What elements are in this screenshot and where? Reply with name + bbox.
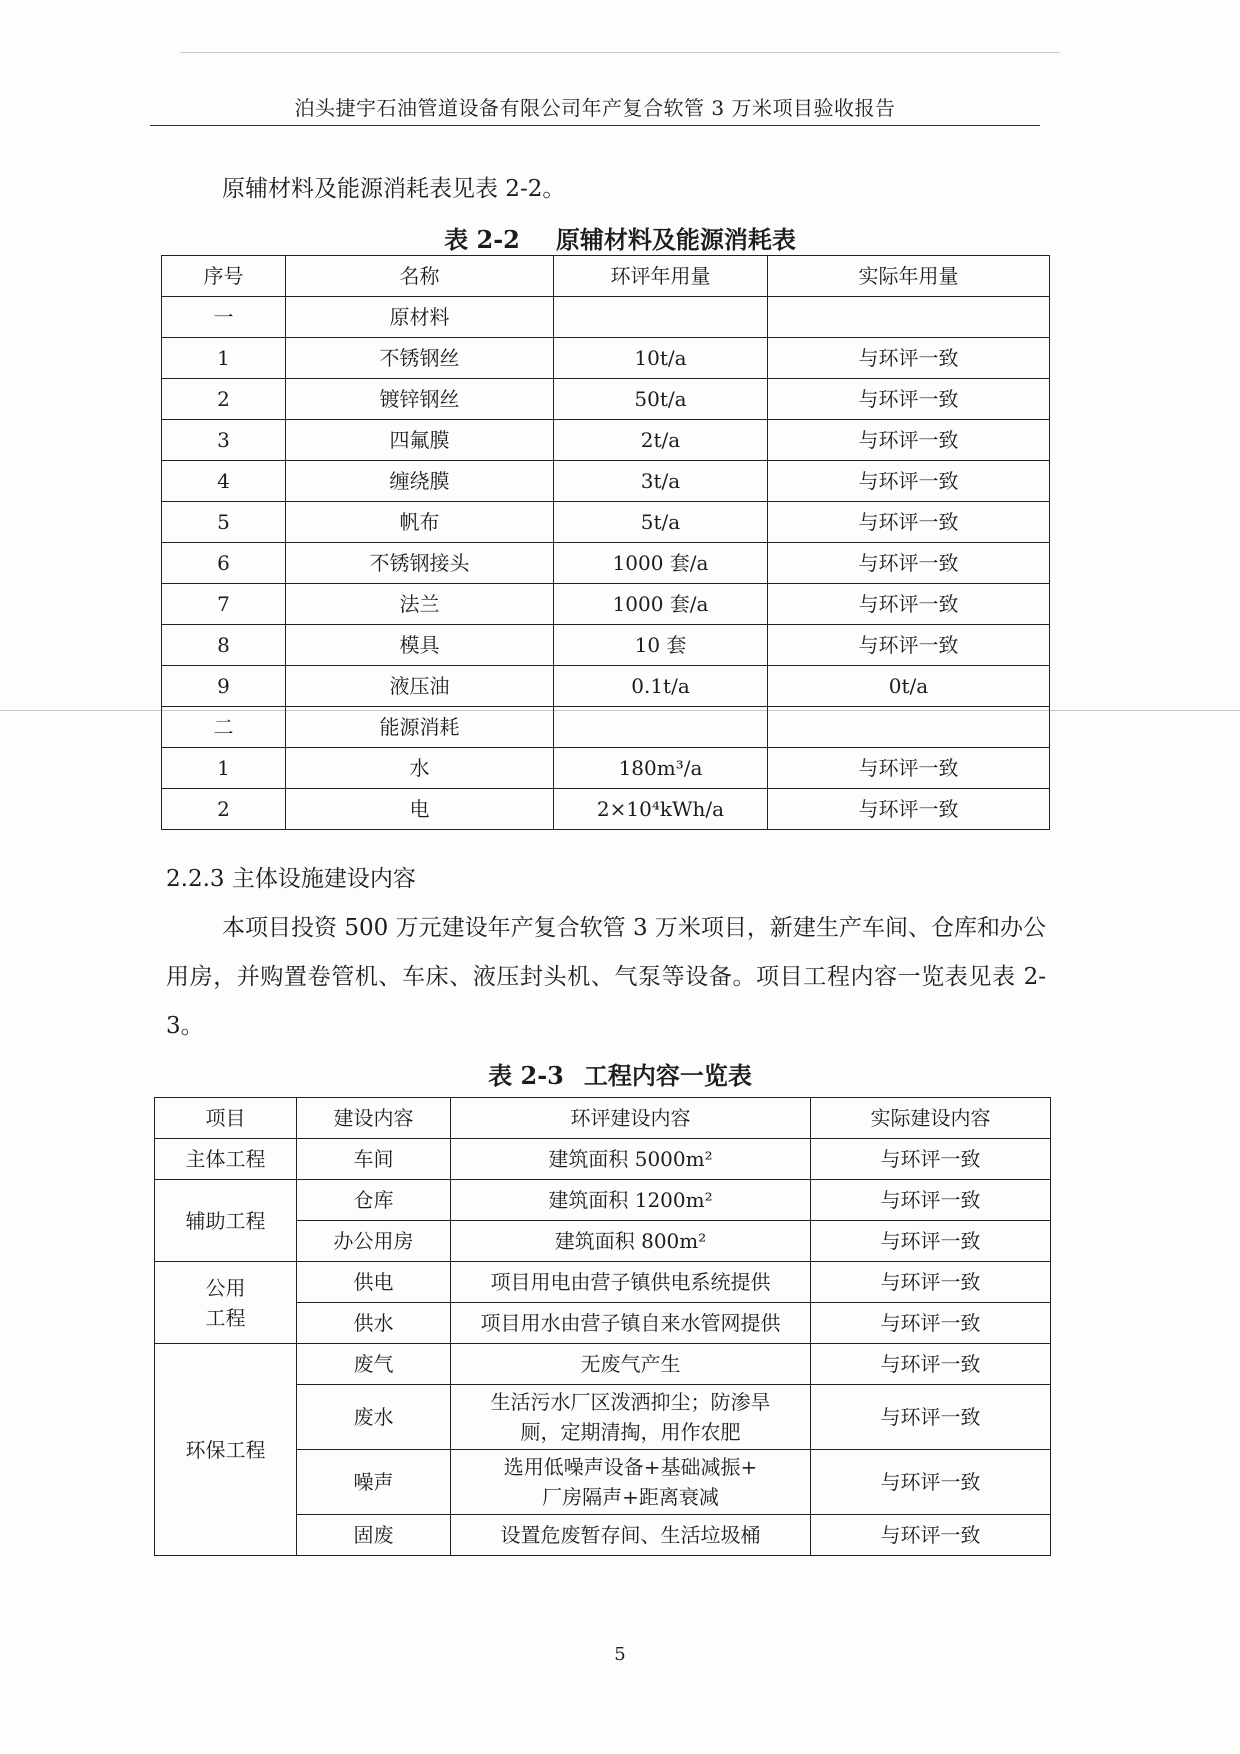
- material-name-cell: 原材料: [286, 297, 554, 338]
- material-name-cell: 帆布: [286, 502, 554, 543]
- actual-content-cell: 与环评一致: [811, 1180, 1051, 1221]
- planned-content-cell: 建筑面积 800m²: [451, 1221, 811, 1262]
- actual-usage-cell: 与环评一致: [768, 502, 1050, 543]
- construction-item-cell: 废水: [297, 1385, 451, 1450]
- planned-content-cell: 建筑面积 5000m²: [451, 1139, 811, 1180]
- page-header: 泊头捷宇石油管道设备有限公司年产复合软管 3 万米项目验收报告: [294, 96, 896, 120]
- actual-usage-cell: 与环评一致: [768, 625, 1050, 666]
- actual-content-cell: 与环评一致: [811, 1450, 1051, 1515]
- table-row: [162, 625, 1050, 666]
- planned-usage-cell: [554, 297, 768, 338]
- row-index-cell: 5: [162, 502, 286, 543]
- table-2-3-caption-number: 表 2-3: [488, 1061, 564, 1090]
- table-row: [162, 666, 1050, 707]
- planned-usage-cell: 10t/a: [554, 338, 768, 379]
- construction-item-cell: 噪声: [297, 1450, 451, 1515]
- material-name-cell: 缠绕膜: [286, 461, 554, 502]
- table-row: [155, 1180, 1051, 1221]
- planned-content-cell: 选用低噪声设备+基础减振+ 厂房隔声+距离衰减: [451, 1450, 811, 1515]
- section-heading: 2.2.3 主体设施建设内容: [166, 866, 416, 892]
- construction-item-cell: 办公用房: [297, 1221, 451, 1262]
- table-2-2-caption-number: 表 2-2: [444, 225, 520, 254]
- actual-content-cell: 与环评一致: [811, 1139, 1051, 1180]
- row-index-cell: 3: [162, 420, 286, 461]
- engineering-content-table: [154, 1097, 1051, 1556]
- table-row: [155, 1262, 1051, 1303]
- material-name-cell: 电: [286, 789, 554, 830]
- planned-content-cell: 项目用水由营子镇自来水管网提供: [451, 1303, 811, 1344]
- intro-text: 原辅材料及能源消耗表见表 2-2。: [222, 176, 566, 202]
- planned-usage-cell: 0.1t/a: [554, 666, 768, 707]
- construction-item-cell: 废气: [297, 1344, 451, 1385]
- actual-usage-cell: 与环评一致: [768, 420, 1050, 461]
- row-index-cell: 2: [162, 789, 286, 830]
- row-index-cell: 9: [162, 666, 286, 707]
- table-2-2-caption-title: 原辅材料及能源消耗表: [555, 225, 796, 254]
- project-category-cell: 公用 工程: [155, 1262, 297, 1344]
- material-name-cell: 不锈钢丝: [286, 338, 554, 379]
- actual-usage-cell: [768, 297, 1050, 338]
- planned-usage-cell: 1000 套/a: [554, 543, 768, 584]
- material-name-cell: 四氟膜: [286, 420, 554, 461]
- construction-item-cell: 供水: [297, 1303, 451, 1344]
- header-rule: [150, 125, 1040, 126]
- actual-usage-cell: 与环评一致: [768, 584, 1050, 625]
- table-2-3-caption: [0, 1056, 1240, 1091]
- table-row: [162, 502, 1050, 543]
- planned-usage-cell: 180m³/a: [554, 748, 768, 789]
- actual-usage-cell: 与环评一致: [768, 338, 1050, 379]
- material-name-cell: 镀锌钢丝: [286, 379, 554, 420]
- planned-usage-cell: 50t/a: [554, 379, 768, 420]
- actual-usage-cell: [768, 707, 1050, 748]
- row-index-cell: 1: [162, 338, 286, 379]
- table-row: [162, 584, 1050, 625]
- table-row: [162, 297, 1050, 338]
- table-row: [162, 379, 1050, 420]
- planned-usage-cell: [554, 707, 768, 748]
- actual-content-cell: 与环评一致: [811, 1385, 1051, 1450]
- actual-content-cell: 与环评一致: [811, 1262, 1051, 1303]
- row-index-cell: 1: [162, 748, 286, 789]
- planned-usage-cell: 2t/a: [554, 420, 768, 461]
- material-name-cell: 液压油: [286, 666, 554, 707]
- table-2-2-caption: [0, 220, 1240, 255]
- planned-usage-cell: 5t/a: [554, 502, 768, 543]
- actual-usage-cell: 与环评一致: [768, 461, 1050, 502]
- planned-content-cell: 设置危废暂存间、生活垃圾桶: [451, 1515, 811, 1556]
- planned-usage-cell: 10 套: [554, 625, 768, 666]
- planned-content-cell: 无废气产生: [451, 1344, 811, 1385]
- column-header: 环评建设内容: [451, 1098, 811, 1139]
- column-header: 项目: [155, 1098, 297, 1139]
- column-header: 实际年用量: [768, 256, 1050, 297]
- actual-content-cell: 与环评一致: [811, 1303, 1051, 1344]
- column-header: 序号: [162, 256, 286, 297]
- material-name-cell: 法兰: [286, 584, 554, 625]
- actual-usage-cell: 与环评一致: [768, 748, 1050, 789]
- table-row: [162, 748, 1050, 789]
- material-name-cell: 模具: [286, 625, 554, 666]
- materials-energy-table: [161, 255, 1050, 830]
- project-category-cell: 主体工程: [155, 1139, 297, 1180]
- table-row: [162, 461, 1050, 502]
- scan-artifact-line: [180, 52, 1060, 53]
- planned-usage-cell: 3t/a: [554, 461, 768, 502]
- actual-usage-cell: 与环评一致: [768, 379, 1050, 420]
- planned-usage-cell: 1000 套/a: [554, 584, 768, 625]
- actual-usage-cell: 与环评一致: [768, 543, 1050, 584]
- row-index-cell: 二: [162, 707, 286, 748]
- material-name-cell: 水: [286, 748, 554, 789]
- construction-item-cell: 车间: [297, 1139, 451, 1180]
- construction-item-cell: 仓库: [297, 1180, 451, 1221]
- material-name-cell: 不锈钢接头: [286, 543, 554, 584]
- table-row: [162, 543, 1050, 584]
- actual-content-cell: 与环评一致: [811, 1221, 1051, 1262]
- table-row: [162, 338, 1050, 379]
- table-header-row: [162, 256, 1050, 297]
- row-index-cell: 4: [162, 461, 286, 502]
- actual-usage-cell: 与环评一致: [768, 789, 1050, 830]
- column-header: 环评年用量: [554, 256, 768, 297]
- actual-content-cell: 与环评一致: [811, 1515, 1051, 1556]
- table-row: [162, 789, 1050, 830]
- column-header: 名称: [286, 256, 554, 297]
- table-row: [155, 1344, 1051, 1385]
- planned-content-cell: 项目用电由营子镇供电系统提供: [451, 1262, 811, 1303]
- construction-item-cell: 供电: [297, 1262, 451, 1303]
- row-index-cell: 7: [162, 584, 286, 625]
- row-index-cell: 一: [162, 297, 286, 338]
- page-number: 5: [614, 1644, 626, 1665]
- table-row: [155, 1139, 1051, 1180]
- row-index-cell: 8: [162, 625, 286, 666]
- table-header-row: [155, 1098, 1051, 1139]
- column-header: 建设内容: [297, 1098, 451, 1139]
- row-index-cell: 2: [162, 379, 286, 420]
- material-name-cell: 能源消耗: [286, 707, 554, 748]
- planned-content-cell: 建筑面积 1200m²: [451, 1180, 811, 1221]
- column-header: 实际建设内容: [811, 1098, 1051, 1139]
- row-index-cell: 6: [162, 543, 286, 584]
- actual-content-cell: 与环评一致: [811, 1344, 1051, 1385]
- body-paragraph: 本项目投资 500 万元建设年产复合软管 3 万米项目，新建生产车间、仓库和办公用房，并购置卷管机、车床、液压封头机、气泵等设备。项目工程内容一览表见表 2-3。: [166, 915, 1046, 1039]
- project-category-cell: 环保工程: [155, 1344, 297, 1556]
- table-row: [162, 420, 1050, 461]
- actual-usage-cell: 0t/a: [768, 666, 1050, 707]
- project-category-cell: 辅助工程: [155, 1180, 297, 1262]
- table-row: [162, 707, 1050, 748]
- table-2-3-caption-title: 工程内容一览表: [583, 1061, 752, 1090]
- planned-content-cell: 生活污水厂区泼洒抑尘；防渗旱 厕，定期清掏，用作农肥: [451, 1385, 811, 1450]
- construction-item-cell: 固废: [297, 1515, 451, 1556]
- planned-usage-cell: 2×10⁴kWh/a: [554, 789, 768, 830]
